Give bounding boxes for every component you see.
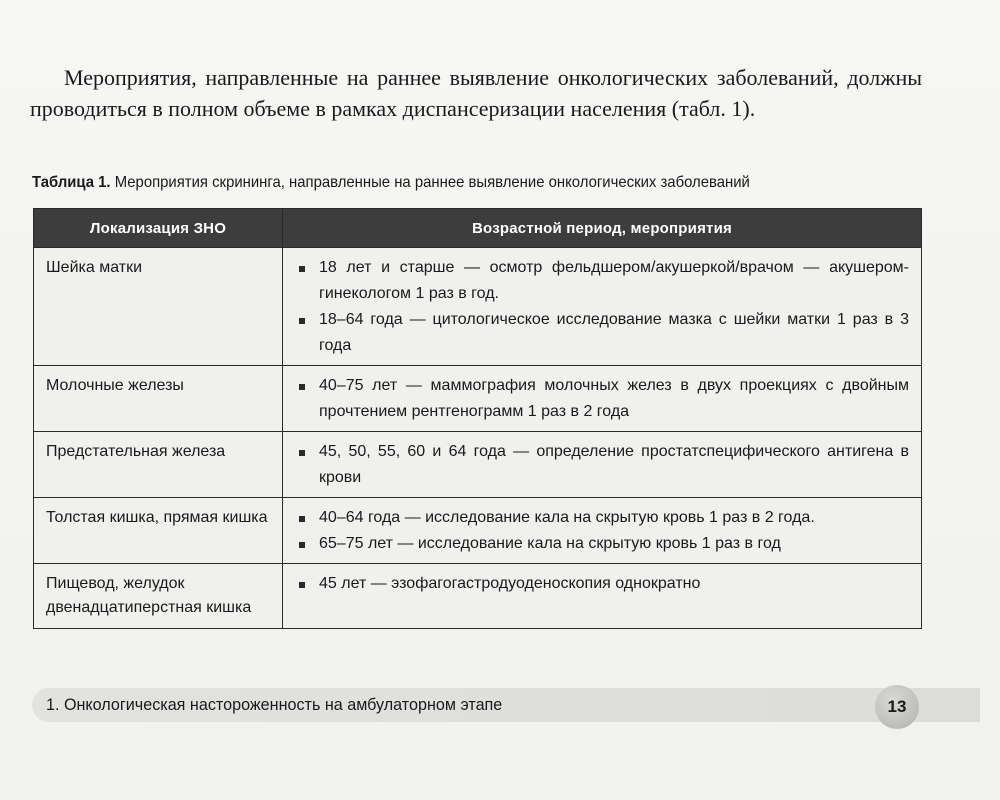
table-row xyxy=(34,498,922,564)
item-text: 65–75 лет — исследование кала на скрытую кровь 1 раз в год xyxy=(319,535,781,552)
row-measures xyxy=(283,564,922,629)
bullet-square-icon xyxy=(299,516,305,522)
table-row xyxy=(34,248,922,366)
item-text: 18–64 года — цитологическое исследование мазка с шейки матки 1 раз в 3 года xyxy=(319,311,909,354)
list-item xyxy=(295,439,909,491)
header-measures: Возрастной период, мероприятия xyxy=(283,209,922,248)
item-text: 40–64 года — исследование кала на скрытую кровь 1 раз в 2 года. xyxy=(319,509,815,526)
table-header-row xyxy=(34,209,922,248)
table-caption xyxy=(32,172,869,194)
list-item xyxy=(295,571,909,597)
table-caption-label: Таблица 1. xyxy=(32,174,111,191)
row-measures xyxy=(283,498,922,564)
row-measures xyxy=(283,248,922,366)
table-row xyxy=(34,432,922,498)
table-row xyxy=(34,366,922,432)
list-item xyxy=(295,505,909,531)
list-item xyxy=(295,307,909,359)
list-item xyxy=(295,373,909,425)
item-text: 18 лет и старше — осмотр фельдшером/акушеркой/врачом — акушером-гинекологом 1 раз в год. xyxy=(319,259,909,302)
bullet-square-icon xyxy=(299,450,305,456)
item-text: 40–75 лет — маммография молочных желез в двух проекциях с двойным прочтением рентгенограмм 1 раз в 2 года xyxy=(319,377,909,420)
row-measures xyxy=(283,366,922,432)
item-text: 45, 50, 55, 60 и 64 года — определение простатспецифического антигена в крови xyxy=(319,443,909,486)
chapter-title: 1. Онкологическая настороженность на амбулаторном этапе xyxy=(46,695,503,714)
list-item xyxy=(295,531,909,557)
table-caption-text: Мероприятия скрининга, направленные на раннее выявление онкологических заболеваний xyxy=(110,174,750,191)
intro-paragraph: Мероприятия, направленные на раннее выявление онкологических заболеваний, должны проводиться в полном объеме в рамках диспансеризации населения (табл. 1). xyxy=(30,65,922,121)
item-text: 45 лет — эзофагогастродуоденоскопия однократно xyxy=(319,575,701,592)
row-location: Молочные железы xyxy=(34,366,283,432)
bullet-square-icon xyxy=(299,384,305,390)
row-measures xyxy=(283,432,922,498)
list-item xyxy=(295,255,909,307)
bullet-square-icon xyxy=(299,582,305,588)
table-row xyxy=(34,564,922,629)
header-localization: Локализация ЗНО xyxy=(34,209,283,248)
row-location: Шейка матки xyxy=(34,248,283,366)
row-location: Пищевод, желудок двенадцатиперстная кишка xyxy=(34,564,283,629)
running-footer xyxy=(32,688,980,722)
bullet-square-icon xyxy=(299,266,305,272)
row-location: Толстая кишка, прямая кишка xyxy=(34,498,283,564)
bullet-square-icon xyxy=(299,542,305,548)
bullet-square-icon xyxy=(299,318,305,324)
row-location: Предстательная железа xyxy=(34,432,283,498)
screening-table xyxy=(33,208,922,629)
page-number-badge: 13 xyxy=(875,685,919,729)
